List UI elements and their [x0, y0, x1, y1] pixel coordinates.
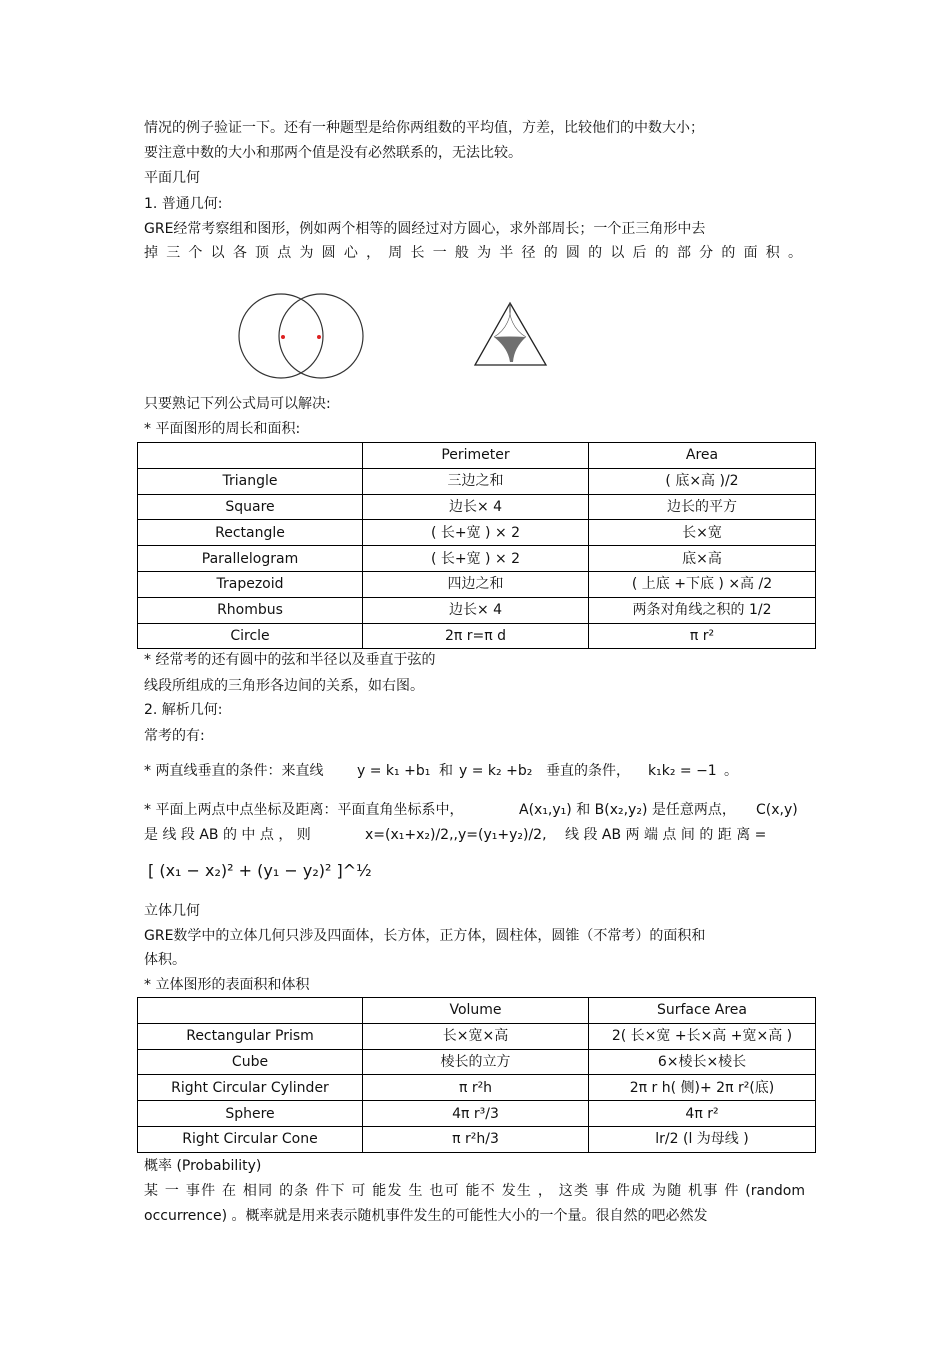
table-row	[138, 1126, 816, 1152]
solid-paragraph-line-1: GRE数学中的立体几何只涉及四面体，长方体，正方体，圆柱体，圆锥（不常考）的面积和	[144, 928, 706, 944]
distance-formula: [ (x₁ − x₂)² + (y₁ − y₂)² ]^½	[148, 861, 372, 880]
perimeter-area-table	[137, 442, 816, 649]
chord-note-line-1: * 经常考的还有圆中的弦和半径以及垂直于弦的	[144, 652, 436, 668]
analytic-geometry-heading: 2. 解析几何:	[144, 702, 223, 718]
table-row	[138, 623, 816, 649]
shape-name-cell: Rectangle	[138, 520, 363, 546]
volume-cell: π r²h/3	[363, 1126, 589, 1152]
perpendicular-end-mark: 。	[724, 763, 738, 779]
area-cell: 底×高	[589, 546, 816, 572]
plane-paragraph-line-1: GRE经常考察组和图形，例如两个相等的圆经过对方圆心，求外部周长；一个正三角形中去	[144, 221, 706, 237]
area-cell: ( 上底 +下底 ) ×高 /2	[589, 571, 816, 597]
table-header-cell: Surface Area	[589, 998, 816, 1024]
table-header-cell: Volume	[363, 998, 589, 1024]
solid-paragraph-line-2: 体积。	[144, 952, 186, 968]
surface-area-cell: 2( 长×宽 +长×高 +宽×高 )	[589, 1023, 816, 1049]
midpoint-line-1a: * 平面上两点中点坐标及距离：平面直角坐标系中，	[144, 802, 464, 818]
table-row	[138, 546, 816, 572]
midpoint-formula: x=(x₁+x₂)/2,,y=(y₁+y₂)/2,	[365, 827, 547, 843]
perimeter-cell: ( 长+宽 ) × 2	[363, 546, 589, 572]
table-row	[138, 520, 816, 546]
volume-cell: 长×宽×高	[363, 1023, 589, 1049]
common-topics-label: 常考的有:	[144, 728, 205, 744]
line-equation-1: y = k₁ +b₁	[357, 763, 431, 779]
volume-surface-table	[137, 997, 816, 1153]
table-row	[138, 1101, 816, 1127]
solid-name-cell: Sphere	[138, 1101, 363, 1127]
shape-name-cell: Trapezoid	[138, 571, 363, 597]
perimeter-cell: ( 长+宽 ) × 2	[363, 520, 589, 546]
shape-name-cell: Parallelogram	[138, 546, 363, 572]
perimeter-cell: 四边之和	[363, 571, 589, 597]
perimeter-cell: 边长× 4	[363, 494, 589, 520]
probability-line-1: 某 一 事件 在 相同 的条 件下 可 能发 生 也可 能不 发生 ， 这类 事 件成 为随 机事 件 (random	[144, 1183, 805, 1199]
chord-note-line-2: 线段所组成的三角形各边间的关系，如右图。	[144, 678, 424, 694]
shape-name-cell: Circle	[138, 623, 363, 649]
table-header-row	[138, 443, 816, 469]
table-row	[138, 1049, 816, 1075]
midpoint-line-2a: 是 线 段 AB 的 中 点 ， 则	[144, 827, 311, 843]
left-circle	[239, 294, 323, 378]
general-geometry-heading: 1. 普通几何:	[144, 196, 223, 212]
area-cell: π r²	[589, 623, 816, 649]
surface-area-cell: lr/2 (l 为母线 )	[589, 1126, 816, 1152]
solid-name-cell: Rectangular Prism	[138, 1023, 363, 1049]
surface-area-cell: 4π r²	[589, 1101, 816, 1127]
midpoint-line-1c: C(x,y)	[756, 802, 798, 818]
intro-line-2: 要注意中数的大小和那两个值是没有必然联系的，无法比较。	[144, 145, 522, 161]
area-cell: ( 底×高 )/2	[589, 468, 816, 494]
table-row	[138, 494, 816, 520]
solid-name-cell: Cube	[138, 1049, 363, 1075]
table2-title: * 立体图形的表面积和体积	[144, 977, 310, 993]
midpoint-line-2c: 线 段 AB 两 端 点 间 的 距 离 =	[565, 827, 767, 843]
triangle-figure	[470, 296, 555, 371]
shaded-region	[494, 337, 526, 363]
table-header-cell	[138, 443, 363, 469]
area-cell: 边长的平方	[589, 494, 816, 520]
shape-name-cell: Triangle	[138, 468, 363, 494]
table-row	[138, 468, 816, 494]
area-cell: 长×宽	[589, 520, 816, 546]
right-center-dot	[317, 335, 321, 339]
two-circles-figure	[230, 286, 375, 386]
right-circle	[279, 294, 363, 378]
perimeter-cell: 三边之和	[363, 468, 589, 494]
table-row	[138, 1075, 816, 1101]
perpendicular-label: * 两直线垂直的条件：来直线	[144, 763, 324, 779]
surface-area-cell: 6×棱长×棱长	[589, 1049, 816, 1075]
and-word: 和	[439, 763, 453, 779]
shape-name-cell: Square	[138, 494, 363, 520]
table-row	[138, 571, 816, 597]
midpoint-line-1b: A(x₁,y₁) 和 B(x₂,y₂) 是任意两点，	[519, 802, 736, 818]
perimeter-cell: 2π r=π d	[363, 623, 589, 649]
table-header-cell	[138, 998, 363, 1024]
table-header-cell: Perimeter	[363, 443, 589, 469]
volume-cell: 棱长的立方	[363, 1049, 589, 1075]
volume-cell: π r²h	[363, 1075, 589, 1101]
formula-intro: 只要熟记下列公式局可以解决:	[144, 396, 331, 412]
surface-area-cell: 2π r h( 侧)+ 2π r²(底)	[589, 1075, 816, 1101]
perpendicular-condition-text: 垂直的条件，	[546, 763, 630, 779]
probability-heading: 概率 (Probability)	[144, 1158, 262, 1174]
intro-line-1: 情况的例子验证一下。还有一种题型是给你两组数的平均值，方差，比较他们的中数大小；	[144, 120, 704, 136]
table-header-cell: Area	[589, 443, 816, 469]
table-row	[138, 1023, 816, 1049]
shape-name-cell: Rhombus	[138, 597, 363, 623]
solid-name-cell: Right Circular Cone	[138, 1126, 363, 1152]
area-cell: 两条对角线之积的 1/2	[589, 597, 816, 623]
perimeter-cell: 边长× 4	[363, 597, 589, 623]
left-center-dot	[281, 335, 285, 339]
solid-geometry-heading: 立体几何	[144, 903, 200, 919]
probability-line-2: occurrence) 。概率就是用来表示随机事件发生的可能性大小的一个量。很自然的吧必然发	[144, 1208, 708, 1224]
solid-name-cell: Right Circular Cylinder	[138, 1075, 363, 1101]
volume-cell: 4π r³/3	[363, 1101, 589, 1127]
plane-paragraph-line-2: 掉三个以各顶点为圆心，周长一般为半径的圆的以后的部分的面积。	[144, 245, 802, 261]
table1-title: * 平面图形的周长和面积:	[144, 421, 301, 437]
line-equation-2: y = k₂ +b₂	[459, 763, 533, 779]
table-header-row	[138, 998, 816, 1024]
plane-geometry-heading: 平面几何	[144, 170, 200, 186]
table-row	[138, 597, 816, 623]
perpendicular-result: k₁k₂ = −1	[648, 763, 717, 779]
